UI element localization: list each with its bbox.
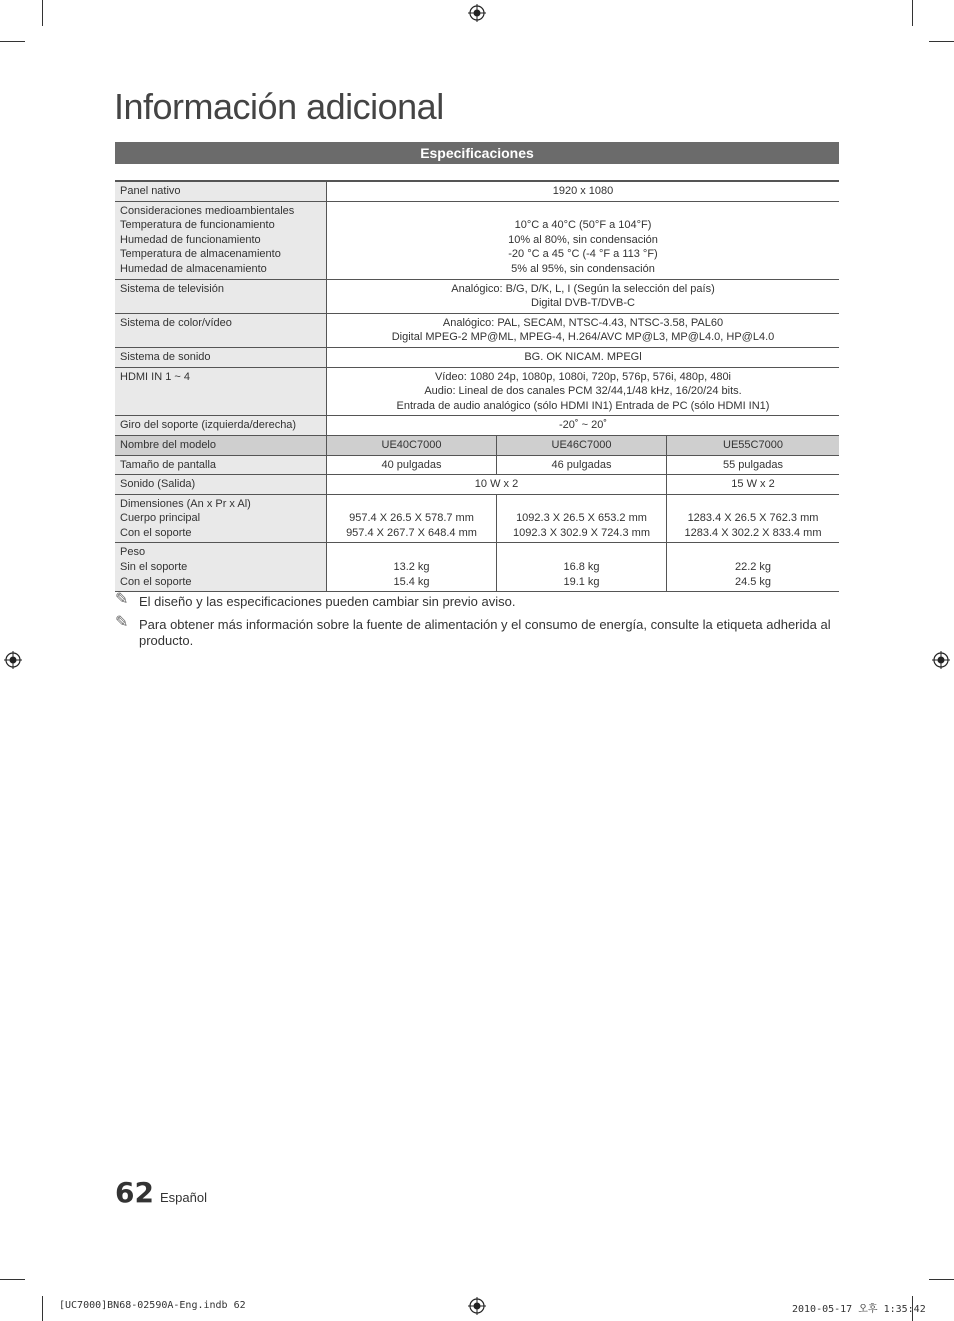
row-value	[497, 543, 667, 592]
value-line: -20 °C a 45 °C (-4 °F a 113 °F)	[508, 248, 658, 261]
value-line: Audio: Lineal de dos canales PCM 32/44,1/48 kHz, 16/20/24 bits.	[424, 385, 742, 398]
row-value	[497, 494, 667, 543]
crop-mark	[929, 1279, 954, 1280]
table-row	[115, 279, 839, 313]
value-line: Analógico: PAL, SECAM, NTSC-4.43, NTSC-3.58, PAL60	[442, 316, 724, 329]
table-row	[115, 475, 839, 495]
page-title: Información adicional	[114, 86, 444, 127]
row-value	[327, 543, 497, 592]
note-item	[115, 614, 839, 649]
registration-mark-icon	[932, 651, 950, 669]
note-pencil-icon: ✎	[115, 591, 129, 608]
value-line: Digital MPEG-2 MP@ML, MPEG-4, H.264/AVC MP@L3, MP@L4.0, HP@L4.0	[391, 331, 775, 344]
page-language: Español	[160, 1190, 207, 1205]
value-line: 15.4 kg	[393, 575, 430, 588]
row-value: 1920 x 1080	[327, 181, 840, 201]
notes	[115, 591, 839, 656]
label-line: Cuerpo principal	[120, 512, 201, 525]
value-line: 1092.3 X 26.5 X 653.2 mm	[516, 512, 647, 525]
crop-mark	[929, 41, 954, 42]
row-value	[327, 279, 840, 313]
row-label: Sistema de sonido	[115, 347, 327, 367]
spec-table	[115, 180, 839, 592]
row-value	[327, 201, 840, 279]
row-label: Panel nativo	[115, 181, 327, 201]
value-line: 5% al 95%, sin condensación	[511, 262, 655, 275]
registration-mark-icon	[4, 651, 22, 669]
label-line: Con el soporte	[120, 526, 192, 539]
crop-mark	[0, 41, 25, 42]
row-value	[327, 494, 497, 543]
row-value: 10 W x 2	[327, 475, 667, 495]
table-row	[115, 494, 839, 543]
row-value: BG. OK NICAM. MPEGl	[327, 347, 840, 367]
table-row	[115, 367, 839, 416]
label-line: Consideraciones medioambientales	[120, 204, 295, 217]
model-cell: UE40C7000	[327, 435, 497, 455]
row-label: Sistema de color/vídeo	[115, 313, 327, 347]
value-line: Entrada de audio analógico (sólo HDMI IN1) Entrada de PC (sólo HDMI IN1)	[396, 399, 770, 412]
label-line: Humedad de funcionamiento	[120, 233, 261, 246]
section-header: Especificaciones	[115, 142, 839, 164]
crop-mark	[912, 0, 913, 26]
row-label: Giro del soporte (izquierda/derecha)	[115, 416, 327, 436]
value-line: Analógico: B/G, D/K, L, I (Según la selección del país)	[451, 282, 715, 295]
row-label	[115, 494, 327, 543]
value-line: 10°C a 40°C (50°F a 104°F)	[514, 219, 652, 232]
table-row	[115, 313, 839, 347]
note-pencil-icon: ✎	[115, 614, 129, 631]
value-line: 16.8 kg	[563, 561, 600, 574]
value-line: 1092.3 X 302.9 X 724.3 mm	[513, 526, 650, 539]
value-line: 10% al 80%, sin condensación	[508, 233, 658, 246]
label-line: Peso	[120, 546, 146, 559]
row-value: 46 pulgadas	[497, 455, 667, 475]
value-line: 24.5 kg	[734, 575, 772, 588]
label-line: Sin el soporte	[120, 561, 188, 574]
row-label: Nombre del modelo	[115, 435, 327, 455]
table-row	[115, 543, 839, 592]
label-line: Dimensiones (An x Pr x Al)	[120, 497, 251, 510]
footer-file-info: [UC7000]BN68-02590A-Eng.indb 62	[59, 1300, 246, 1311]
model-cell: UE46C7000	[497, 435, 667, 455]
row-value	[667, 543, 840, 592]
note-text: Para obtener más información sobre la fuente de alimentación y el consumo de energía, consulte la etiqueta adherida al producto.	[139, 617, 831, 648]
label-line: Temperatura de almacenamiento	[120, 248, 281, 261]
footer-date: 2010-05-17 오후 1:35:42	[792, 1304, 926, 1315]
table-row	[115, 416, 839, 436]
label-line: Temperatura de funcionamiento	[120, 219, 275, 232]
crop-mark	[0, 1279, 25, 1280]
row-label: HDMI IN 1 ~ 4	[115, 367, 327, 416]
value-line: Digital DVB-T/DVB-C	[531, 297, 635, 310]
row-value: 55 pulgadas	[667, 455, 840, 475]
table-row	[115, 181, 839, 201]
value-line: 1283.4 X 26.5 X 762.3 mm	[687, 512, 819, 525]
row-value: 15 W x 2	[667, 475, 840, 495]
value-line: 957.4 X 26.5 X 578.7 mm	[349, 512, 474, 525]
row-label	[115, 543, 327, 592]
registration-mark-icon	[468, 1297, 486, 1315]
model-cell: UE55C7000	[667, 435, 840, 455]
value-line: 13.2 kg	[393, 561, 430, 574]
crop-mark	[42, 1296, 43, 1321]
label-line: Con el soporte	[120, 575, 192, 588]
value-line: 22.2 kg	[734, 561, 772, 574]
value-line: Vídeo: 1080 24p, 1080p, 1080i, 720p, 576p, 576i, 480p, 480i	[434, 370, 732, 383]
row-label: Sonido (Salida)	[115, 475, 327, 495]
note-text: El diseño y las especificaciones pueden cambiar sin previo aviso.	[139, 594, 516, 609]
note-item	[115, 591, 839, 610]
page-number: 62	[115, 1176, 154, 1209]
crop-mark	[42, 0, 43, 26]
value-line: 1283.4 X 302.2 X 833.4 mm	[684, 526, 822, 539]
row-label	[115, 201, 327, 279]
row-value	[327, 367, 840, 416]
row-label: Tamaño de pantalla	[115, 455, 327, 475]
value-line: 19.1 kg	[563, 575, 600, 588]
row-value	[327, 313, 840, 347]
label-line: Humedad de almacenamiento	[120, 262, 267, 275]
row-value	[667, 494, 840, 543]
table-row	[115, 435, 839, 455]
row-label: Sistema de televisión	[115, 279, 327, 313]
row-value: 40 pulgadas	[327, 455, 497, 475]
table-row	[115, 347, 839, 367]
table-row	[115, 201, 839, 279]
row-value: -20˚ ~ 20˚	[327, 416, 840, 436]
table-row	[115, 455, 839, 475]
registration-mark-icon	[468, 4, 486, 22]
value-line: 957.4 X 267.7 X 648.4 mm	[346, 526, 477, 539]
